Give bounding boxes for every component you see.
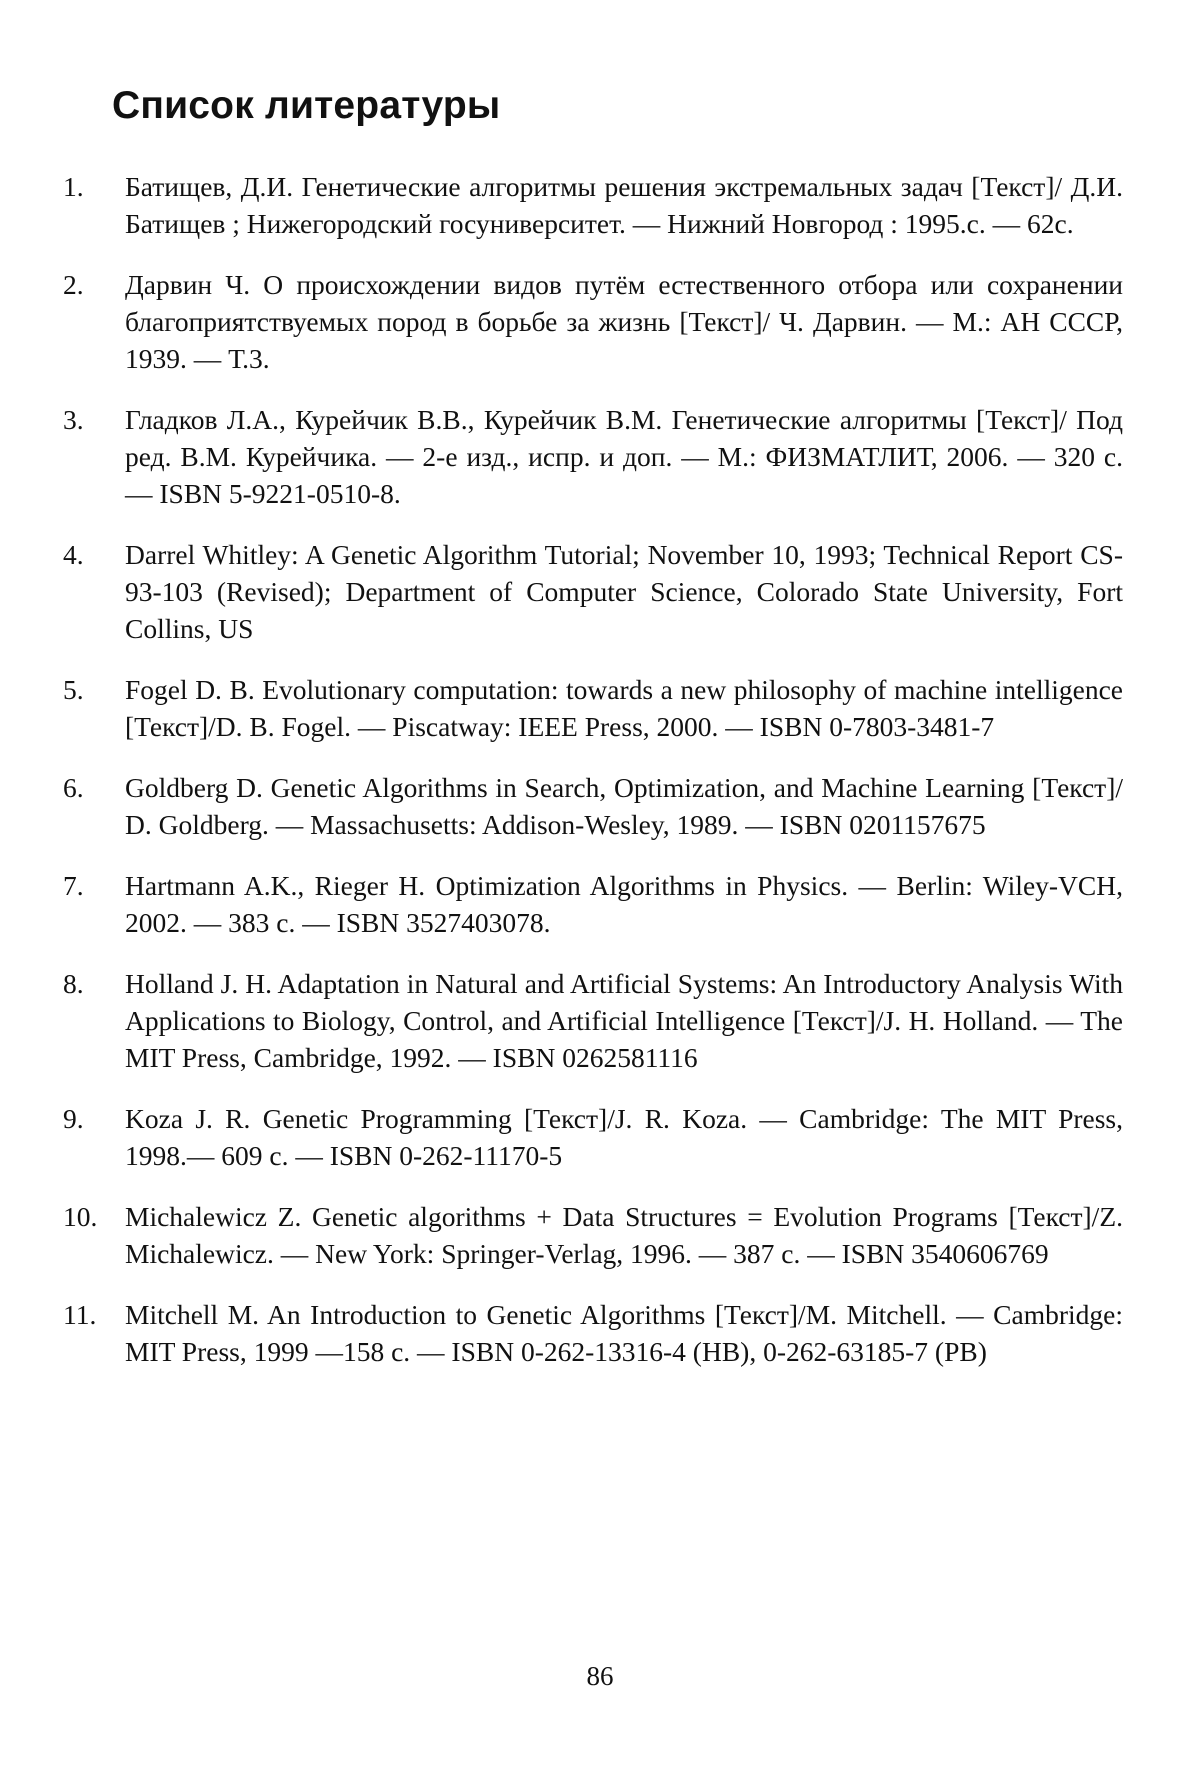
reference-item <box>63 1198 1123 1272</box>
reference-text: Fogel D. B. Evolutionary computation: towards a new philosophy of machine intelligence [Текст]/D. B. Fogel. — Piscatway: IEEE Press, 2000. — ISBN 0-7803-3481-7 <box>125 674 1123 742</box>
reference-text: Michalewicz Z. Genetic algorithms + Data Structures = Evolution Programs [Текст]/Z. Michalewicz. — New York: Springer-Verlag, 1996. — 387 с. — ISBN 3540606769 <box>125 1201 1123 1269</box>
reference-text: Koza J. R. Genetic Programming [Текст]/J. R. Koza. — Cambridge: The MIT Press, 1998.— 609 с. — ISBN 0-262-11170-5 <box>125 1103 1123 1171</box>
reference-text: Darrel Whitley: A Genetic Algorithm Tutorial; November 10, 1993; Technical Report CS-93-103 (Revised); Department of Computer Science, Colorado State University, Fort Collins, US <box>125 539 1123 644</box>
reference-number: 2. <box>63 269 84 300</box>
reference-item <box>63 168 1123 242</box>
reference-number: 8. <box>63 968 84 999</box>
reference-text: Hartmann A.K., Rieger H. Optimization Algorithms in Physics. — Berlin: Wiley-VCH, 2002. — 383 с. — ISBN 3527403078. <box>125 870 1123 938</box>
reference-number: 1. <box>63 171 84 202</box>
reference-number: 4. <box>63 539 84 570</box>
reference-item <box>63 671 1123 745</box>
page-title: Список литературы <box>112 84 501 127</box>
reference-number: 3. <box>63 404 84 435</box>
reference-text: Holland J. H. Adaptation in Natural and Artificial Systems: An Introductory Analysis With Applications to Biology, Control, and Artificial Intelligence [Текст]/J. H. Holland. — The MIT Press, Cambridge, 1992. — ISBN 0262581116 <box>125 968 1123 1073</box>
reference-item <box>63 769 1123 843</box>
reference-number: 9. <box>63 1103 84 1134</box>
reference-number: 6. <box>63 772 84 803</box>
reference-item <box>63 536 1123 647</box>
reference-number: 7. <box>63 870 84 901</box>
page-number: 86 <box>586 1661 614 1691</box>
reference-text: Гладков Л.А., Курейчик В.В., Курейчик В.М. Генетические алгоритмы [Текст]/ Под ред. В.М. Курейчика. — 2-е изд., испр. и доп. — М.: ФИЗМАТЛИТ, 2006. — 320 с. — ISBN 5-9221-0510-8. <box>125 404 1123 509</box>
reference-item <box>63 1100 1123 1174</box>
reference-text: Батищев, Д.И. Генетические алгоритмы решения экстремальных задач [Текст]/ Д.И. Батищев ; Нижегородский госуниверситет. — Нижний Новгород : 1995.с. — 62с. <box>125 171 1123 239</box>
reference-text: Goldberg D. Genetic Algorithms in Search, Optimization, and Machine Learning [Текст]/ D. Goldberg. — Massachusetts: Addison-Wesley, 1989. — ISBN 0201157675 <box>125 772 1123 840</box>
reference-item <box>63 965 1123 1076</box>
reference-item <box>63 867 1123 941</box>
reference-number: 10. <box>63 1201 98 1232</box>
reference-list <box>63 168 1123 1394</box>
reference-number: 11. <box>63 1299 97 1330</box>
reference-item <box>63 1296 1123 1370</box>
reference-text: Дарвин Ч. О происхождении видов путём естественного отбора или сохранении благоприятствуемых пород в борьбе за жизнь [Текст]/ Ч. Дарвин. — М.: АН СССР, 1939. — Т.3. <box>125 269 1123 374</box>
reference-number: 5. <box>63 674 84 705</box>
reference-item <box>63 401 1123 512</box>
reference-text: Mitchell M. An Introduction to Genetic Algorithms [Текст]/M. Mitchell. — Cambridge: MIT Press, 1999 —158 с. — ISBN 0-262-13316-4 (HB), 0-262-63185-7 (PB) <box>125 1299 1123 1367</box>
reference-item <box>63 266 1123 377</box>
